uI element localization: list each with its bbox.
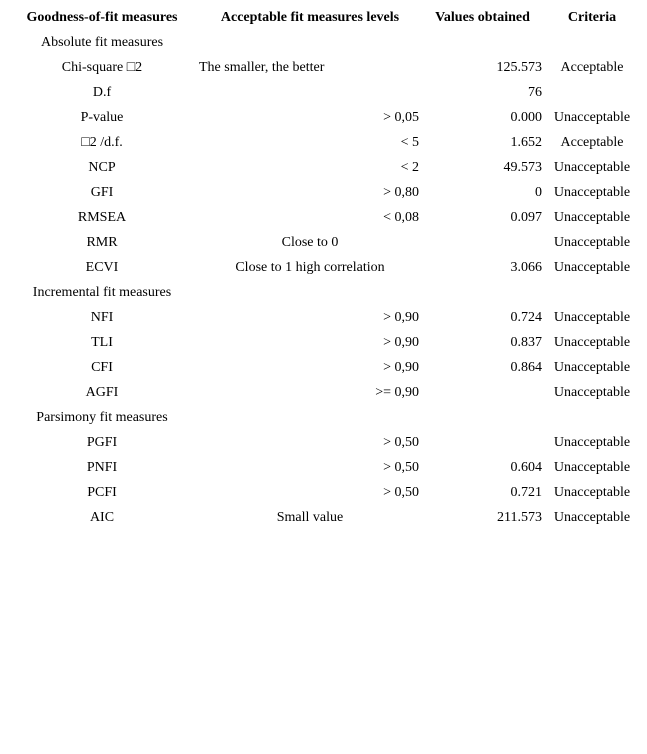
cell-measure: RMR xyxy=(86,234,118,250)
table-row xyxy=(5,55,640,80)
cell-criteria: Unacceptable xyxy=(553,209,631,225)
section-row xyxy=(5,405,640,430)
cell-value: 0 xyxy=(535,184,542,200)
cell-value xyxy=(421,430,544,455)
cell-measure: GFI xyxy=(90,184,114,200)
cell-measure: PNFI xyxy=(86,459,118,475)
cell-level: > 0,50 xyxy=(383,459,419,475)
cell-criteria: Unacceptable xyxy=(553,334,631,350)
cell-value xyxy=(421,30,544,55)
cell-level: >= 0,90 xyxy=(375,384,419,400)
cell-measure: □2 /d.f. xyxy=(81,134,123,150)
cell-value: 0.097 xyxy=(510,209,542,225)
cell-level: < 2 xyxy=(400,159,419,175)
table-row xyxy=(5,255,640,280)
cell-level: Close to 1 high correlation xyxy=(235,259,385,275)
cell-level xyxy=(199,405,421,430)
cell-criteria: Unacceptable xyxy=(553,234,631,250)
table-row xyxy=(5,330,640,355)
cell-measure: TLI xyxy=(91,334,113,350)
cell-level: > 0,50 xyxy=(383,484,419,500)
table-row xyxy=(5,380,640,405)
cell-criteria: Unacceptable xyxy=(553,184,631,200)
cell-value: 0.864 xyxy=(510,359,542,375)
cell-measure: P-value xyxy=(80,109,124,125)
table-row xyxy=(5,355,640,380)
cell-value: 1.652 xyxy=(510,134,542,150)
cell-measure: D.f xyxy=(92,84,112,100)
cell-value xyxy=(421,280,544,305)
cell-criteria xyxy=(544,405,640,430)
cell-value: 76 xyxy=(528,84,542,100)
cell-criteria: Unacceptable xyxy=(553,509,631,525)
cell-level xyxy=(199,80,421,105)
cell-criteria xyxy=(544,80,640,105)
cell-measure: Incremental fit measures xyxy=(32,284,172,300)
cell-criteria: Unacceptable xyxy=(553,459,631,475)
cell-value: 0.604 xyxy=(510,459,542,475)
cell-measure: Absolute fit measures xyxy=(40,34,164,50)
cell-level: < 5 xyxy=(400,134,419,150)
cell-level: < 0,08 xyxy=(383,209,419,225)
cell-value: 0.721 xyxy=(510,484,542,500)
cell-value xyxy=(421,380,544,405)
table-row xyxy=(5,205,640,230)
table-row xyxy=(5,180,640,205)
cell-measure: PCFI xyxy=(87,484,117,500)
cell-level: The smaller, the better xyxy=(199,59,325,75)
cell-criteria: Unacceptable xyxy=(553,309,631,325)
cell-measure: AIC xyxy=(89,509,115,525)
cell-level: > 0,80 xyxy=(383,184,419,200)
cell-value xyxy=(421,405,544,430)
section-row xyxy=(5,30,640,55)
cell-criteria xyxy=(544,280,640,305)
table-row xyxy=(5,130,640,155)
cell-criteria: Unacceptable xyxy=(553,434,631,450)
cell-criteria: Acceptable xyxy=(560,134,624,150)
cell-measure: Chi-square □2 xyxy=(61,59,143,75)
cell-value: 0.837 xyxy=(510,334,542,350)
cell-criteria: Unacceptable xyxy=(553,359,631,375)
section-row xyxy=(5,280,640,305)
table-row xyxy=(5,155,640,180)
table-row xyxy=(5,430,640,455)
cell-value xyxy=(421,230,544,255)
cell-level: > 0,50 xyxy=(383,434,419,450)
cell-level: > 0,90 xyxy=(383,359,419,375)
table-row xyxy=(5,230,640,255)
fit-measures-table xyxy=(5,5,640,530)
cell-level: > 0,90 xyxy=(383,309,419,325)
header-criteria: Criteria xyxy=(567,9,617,25)
table-row xyxy=(5,305,640,330)
cell-measure: NCP xyxy=(88,159,116,175)
cell-measure: CFI xyxy=(91,359,113,375)
cell-criteria: Unacceptable xyxy=(553,109,631,125)
cell-measure: Parsimony fit measures xyxy=(36,409,168,425)
header-measure: Goodness-of-fit measures xyxy=(26,9,178,25)
cell-measure: ECVI xyxy=(85,259,119,275)
table-row xyxy=(5,105,640,130)
cell-level xyxy=(199,280,421,305)
cell-measure: PGFI xyxy=(86,434,118,450)
header-value: Values obtained xyxy=(435,9,530,25)
cell-criteria: Acceptable xyxy=(560,59,624,75)
cell-level: Close to 0 xyxy=(281,234,339,250)
cell-value: 0.724 xyxy=(510,309,542,325)
table-row xyxy=(5,80,640,105)
header-row xyxy=(5,5,640,30)
cell-level: > 0,05 xyxy=(383,109,419,125)
cell-value: 125.573 xyxy=(496,59,542,75)
cell-value: 49.573 xyxy=(503,159,542,175)
cell-value: 211.573 xyxy=(497,509,542,525)
cell-measure: AGFI xyxy=(85,384,119,400)
cell-criteria: Unacceptable xyxy=(553,159,631,175)
table-row xyxy=(5,455,640,480)
cell-level xyxy=(199,30,421,55)
cell-value: 3.066 xyxy=(510,259,542,275)
cell-value: 0.000 xyxy=(510,109,542,125)
cell-measure: RMSEA xyxy=(77,209,127,225)
cell-level: Small value xyxy=(276,509,344,525)
cell-criteria: Unacceptable xyxy=(553,259,631,275)
table-row xyxy=(5,505,640,530)
header-level: Acceptable fit measures levels xyxy=(220,9,400,25)
table-row xyxy=(5,480,640,505)
cell-measure: NFI xyxy=(90,309,114,325)
cell-criteria: Unacceptable xyxy=(553,384,631,400)
cell-criteria xyxy=(544,30,640,55)
cell-criteria: Unacceptable xyxy=(553,484,631,500)
cell-level: > 0,90 xyxy=(383,334,419,350)
